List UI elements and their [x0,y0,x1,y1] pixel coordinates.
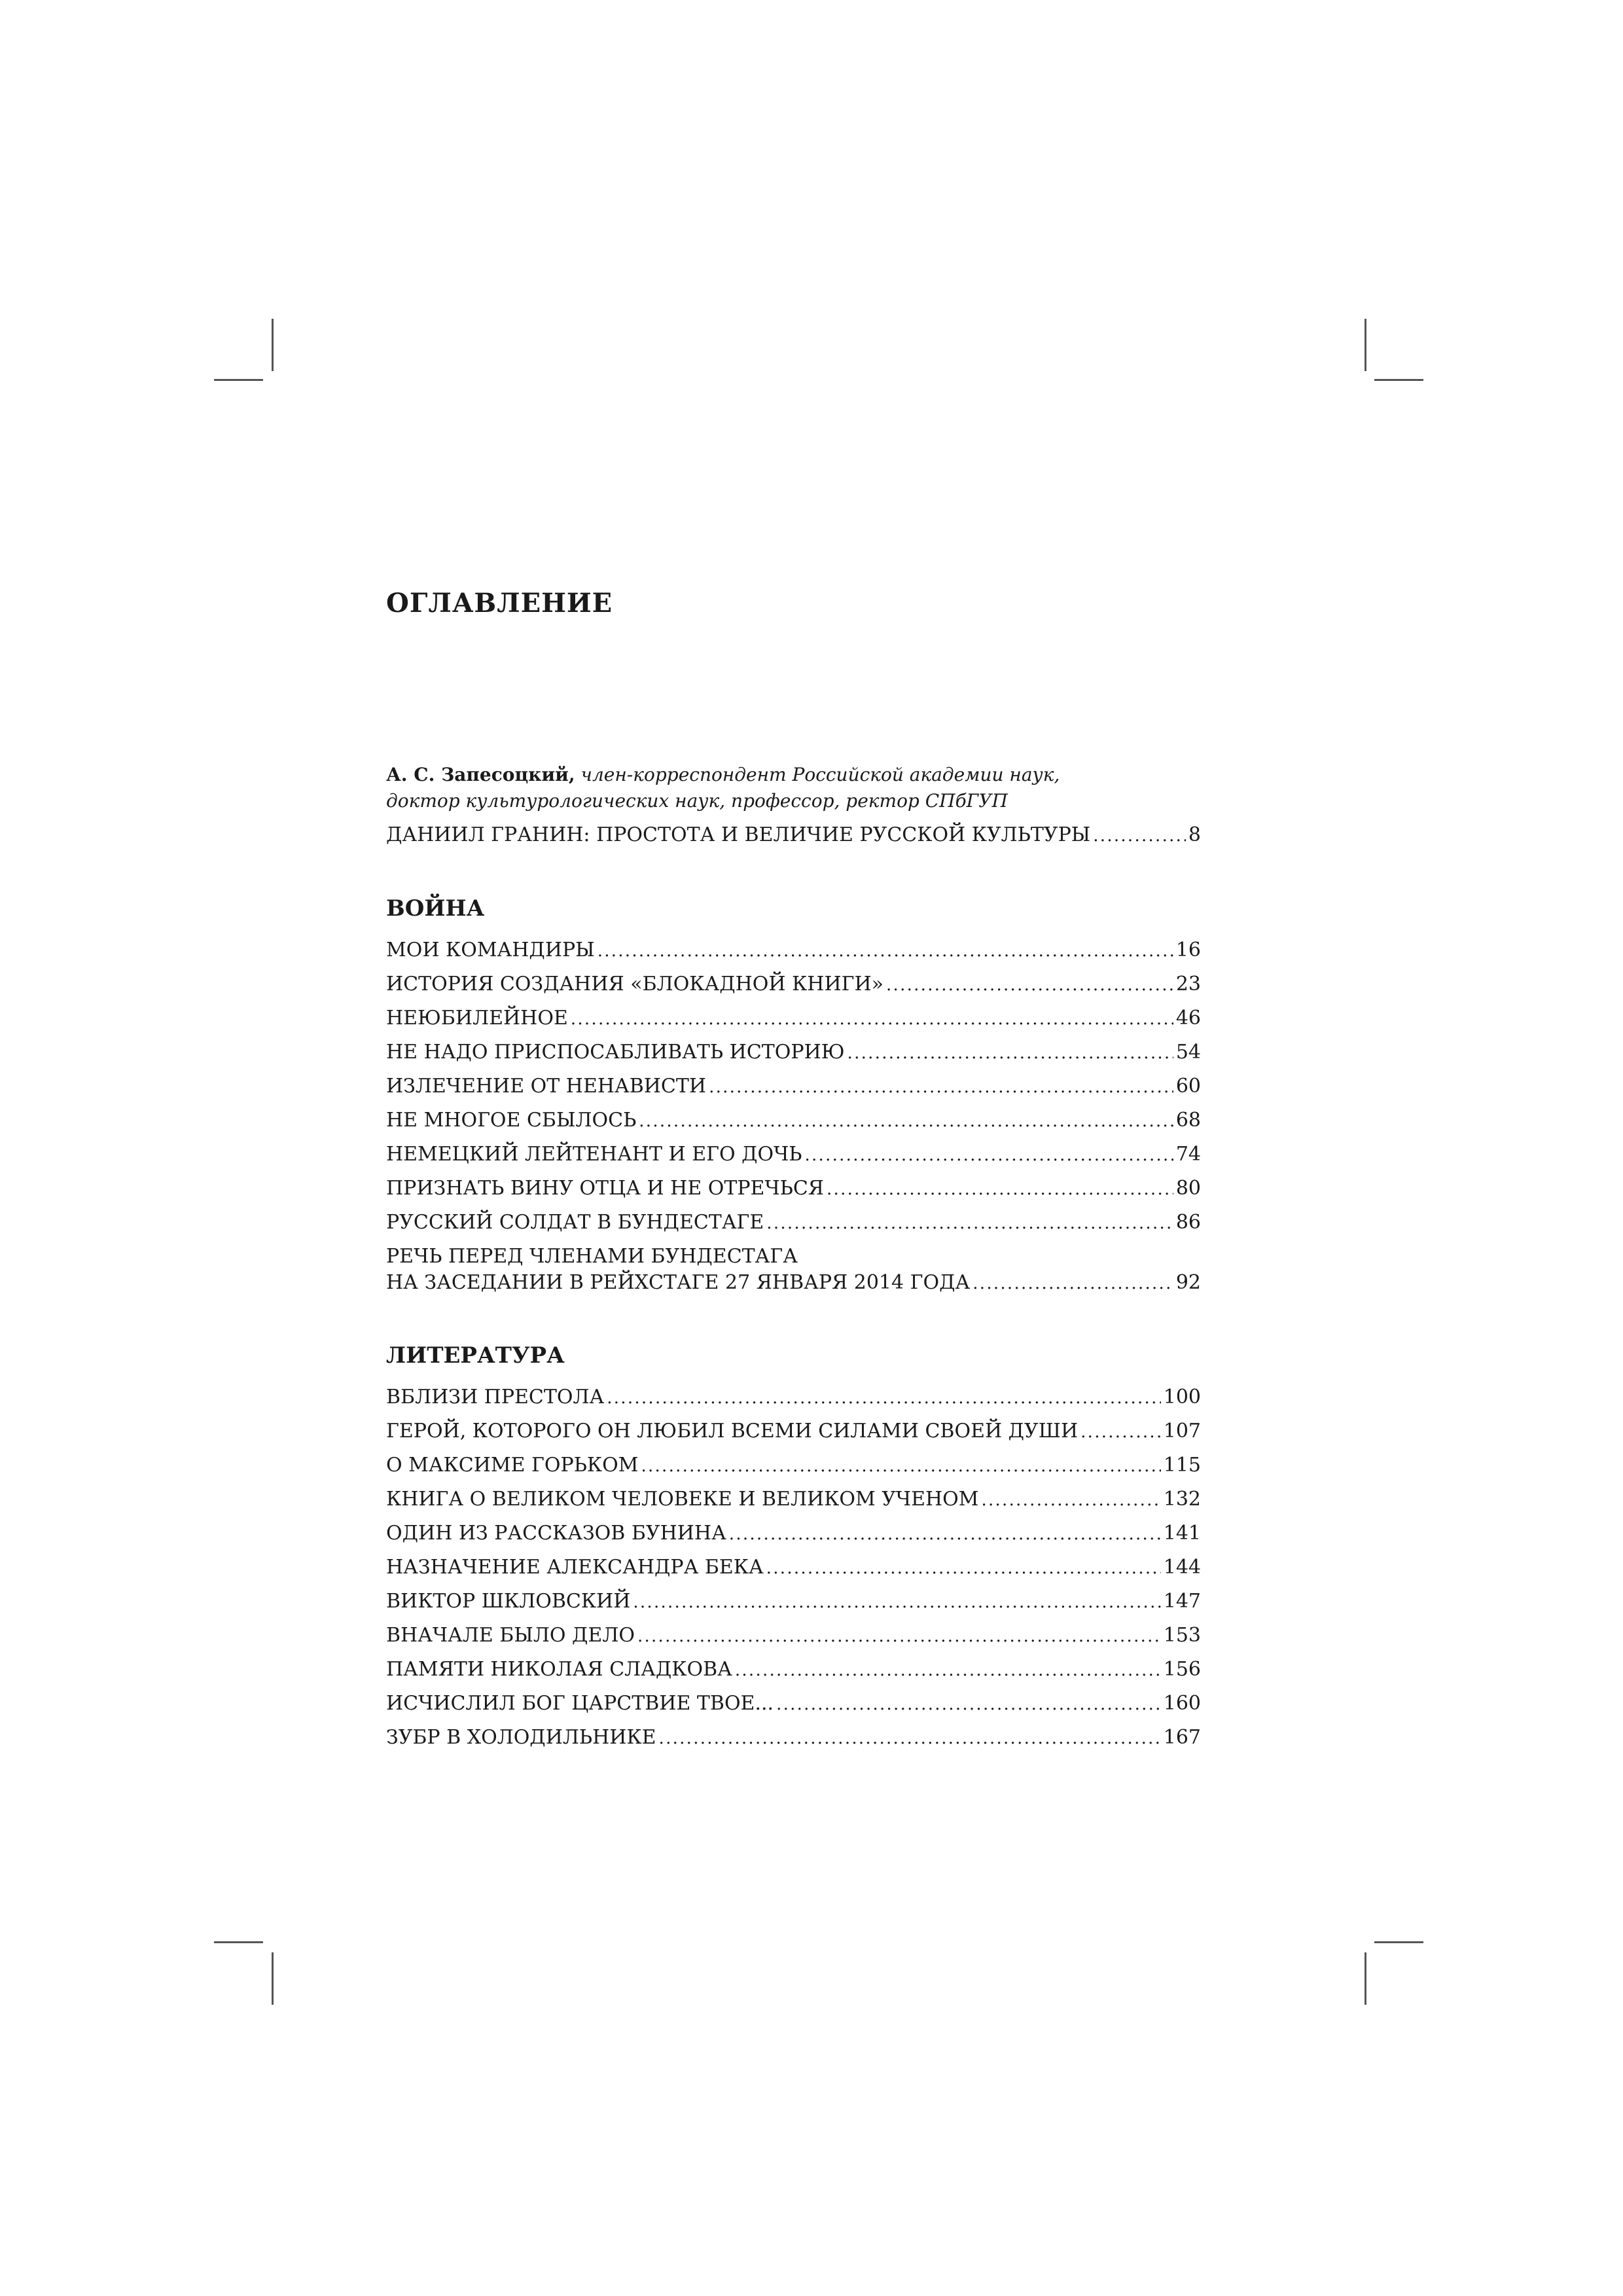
dot-leader [1093,823,1186,849]
dot-leader [637,1623,1161,1649]
toc-entry-page: 107 [1163,1420,1201,1443]
crop-mark-top-left-horizontal [214,379,263,381]
dot-leader [766,1210,1173,1236]
crop-mark-bottom-left-horizontal [214,1941,263,1943]
toc-entry-page: 86 [1175,1211,1201,1234]
foreword-author-desc-1: член-корреспондент Российской академии наук, [580,764,1060,785]
toc-entry-title: ОДИН ИЗ РАССКАЗОВ БУНИНА [386,1522,726,1545]
dot-leader [766,1555,1161,1581]
dot-leader [597,938,1173,964]
crop-mark-bottom-right-horizontal [1374,1941,1423,1943]
toc-entry-page: 16 [1175,939,1201,961]
toc-entry[interactable] [386,1554,1201,1588]
dot-leader [735,1657,1161,1683]
toc-entry[interactable] [386,1520,1201,1554]
toc-entry-foreword[interactable] [386,822,1201,856]
crop-mark-top-right-vertical [1364,319,1366,371]
toc-entry-page: 23 [1175,973,1201,996]
toc-entry-title: ВИКТОР ШКЛОВСКИЙ [386,1590,631,1613]
dot-leader [972,1270,1173,1297]
toc-entry[interactable] [386,1418,1201,1452]
toc-entry-title: НЕМЕЦКИЙ ЛЕЙТЕНАНТ И ЕГО ДОЧЬ [386,1143,802,1166]
toc-entry-title: ВНАЧАЛЕ БЫЛО ДЕЛО [386,1624,635,1647]
toc-entry-page: 74 [1175,1143,1201,1166]
toc-entry-title-line-2: НА ЗАСЕДАНИИ В РЕЙХСТАГЕ 27 ЯНВАРЯ 2014 ГОДА [386,1271,971,1294]
toc-entry[interactable] [386,1175,1201,1210]
toc-entry[interactable] [386,1691,1201,1725]
crop-mark-bottom-left-vertical [272,1952,274,2005]
toc-entry-page: 153 [1163,1624,1201,1647]
foreword-author-name: А. С. Запесоцкий, [386,764,575,785]
toc-entry-title: ЗУБР В ХОЛОДИЛЬНИКЕ [386,1726,656,1749]
toc-entry-page: 156 [1163,1658,1201,1681]
toc-entry[interactable] [386,1141,1201,1175]
section-heading-war: ВОЙНА [386,895,485,922]
toc-entry-page: 92 [1175,1271,1201,1294]
dot-leader [827,1176,1173,1202]
dot-leader [641,1453,1160,1479]
page-title: ОГЛАВЛЕНИЕ [386,588,613,619]
crop-mark-top-right-horizontal [1374,379,1423,381]
toc-entry-page: 80 [1175,1177,1201,1200]
toc-entry-second-line [386,1270,1201,1297]
toc-entry-title: ИЗЛЕЧЕНИЕ ОТ НЕНАВИСТИ [386,1075,707,1098]
dot-leader [659,1725,1161,1751]
toc-entry[interactable] [386,937,1201,971]
toc-entry-title: ВБЛИЗИ ПРЕСТОЛА [386,1386,605,1408]
toc-entry-page: 54 [1175,1041,1201,1064]
toc-entry[interactable] [386,1107,1201,1141]
toc-entry[interactable] [386,1725,1201,1759]
toc-entry[interactable] [386,1384,1201,1418]
toc-entry-page: 46 [1175,1007,1201,1030]
toc-entry[interactable] [386,1039,1201,1073]
toc-entry-title: ИСТОРИЯ СОЗДАНИЯ «БЛОКАДНОЙ КНИГИ» [386,973,884,996]
toc-entry[interactable] [386,1210,1201,1244]
toc-entry-title-line-1: РЕЧЬ ПЕРЕД ЧЛЕНАМИ БУНДЕСТАГА [386,1245,798,1268]
toc-entry[interactable] [386,1073,1201,1107]
toc-entry[interactable] [386,1244,1201,1297]
dot-leader [981,1487,1160,1513]
toc-entry-page: 100 [1163,1386,1201,1408]
toc-entry-title: ПАМЯТИ НИКОЛАЯ СЛАДКОВА [386,1658,732,1681]
toc-entry-page: 132 [1163,1488,1201,1511]
toc-entry-title: НЕ НАДО ПРИСПОСАБЛИВАТЬ ИСТОРИЮ [386,1041,845,1064]
toc-entry-page: 144 [1163,1556,1201,1579]
section-heading-literature: ЛИТЕРАТУРА [386,1342,565,1369]
toc-entry-title: НАЗНАЧЕНИЕ АЛЕКСАНДРА БЕКА [386,1556,764,1579]
dot-leader [805,1142,1173,1168]
toc-entry-title: ДАНИИЛ ГРАНИН: ПРОСТОТА И ВЕЛИЧИЕ РУССКОЙ КУЛЬТУРЫ [386,823,1091,846]
toc-entry-page: 115 [1163,1454,1201,1477]
table-of-contents [386,762,1201,1759]
toc-entry-title: ИСЧИСЛИЛ БОГ ЦАРСТВИЕ ТВОЕ... [386,1692,774,1715]
toc-entry[interactable] [386,1005,1201,1039]
crop-mark-bottom-right-vertical [1364,1952,1366,2005]
toc-entry-title: МОИ КОМАНДИРЫ [386,939,595,961]
toc-entry-page: 68 [1175,1109,1201,1132]
dot-leader [886,972,1173,998]
foreword-author-line [386,762,1201,788]
toc-entry-title: ПРИЗНАТЬ ВИНУ ОТЦА И НЕ ОТРЕЧЬСЯ [386,1177,825,1200]
dot-leader [639,1108,1173,1134]
dot-leader [607,1385,1160,1411]
dot-leader [776,1691,1161,1717]
foreword-author-desc-2: доктор культурологических наук, профессор, ректор СПбГУП [386,790,1008,812]
toc-entry-title: КНИГА О ВЕЛИКОМ ЧЕЛОВЕКЕ И ВЕЛИКОМ УЧЕНОМ [386,1488,979,1511]
toc-entry[interactable] [386,1657,1201,1691]
toc-entry-page: 160 [1163,1692,1201,1715]
dot-leader [709,1074,1173,1100]
toc-entry[interactable] [386,1452,1201,1486]
toc-entry-page: 141 [1163,1522,1201,1545]
dot-leader [633,1589,1160,1615]
toc-entry-page: 8 [1188,823,1201,846]
toc-entry-title: НЕ МНОГОЕ СБЫЛОСЬ [386,1109,637,1132]
toc-entry[interactable] [386,1623,1201,1657]
dot-leader [729,1521,1161,1547]
dot-leader [1080,1419,1161,1445]
toc-entry-page: 147 [1163,1590,1201,1613]
toc-entry-page: 60 [1175,1075,1201,1098]
toc-entry-title: ГЕРОЙ, КОТОРОГО ОН ЛЮБИЛ ВСЕМИ СИЛАМИ СВОЕЙ ДУШИ [386,1420,1079,1443]
toc-entry[interactable] [386,1486,1201,1520]
crop-mark-top-left-vertical [272,319,274,371]
foreword-author-line-2 [386,788,1201,814]
toc-entry-page: 167 [1163,1726,1201,1749]
toc-entry[interactable] [386,1588,1201,1623]
toc-entry-title: РУССКИЙ СОЛДАТ В БУНДЕСТАГЕ [386,1211,764,1234]
toc-entry-title: НЕЮБИЛЕЙНОЕ [386,1007,568,1030]
dot-leader [571,1006,1173,1032]
dot-leader [847,1040,1173,1066]
toc-entry-title: О МАКСИМЕ ГОРЬКОМ [386,1454,639,1477]
toc-entry[interactable] [386,971,1201,1005]
